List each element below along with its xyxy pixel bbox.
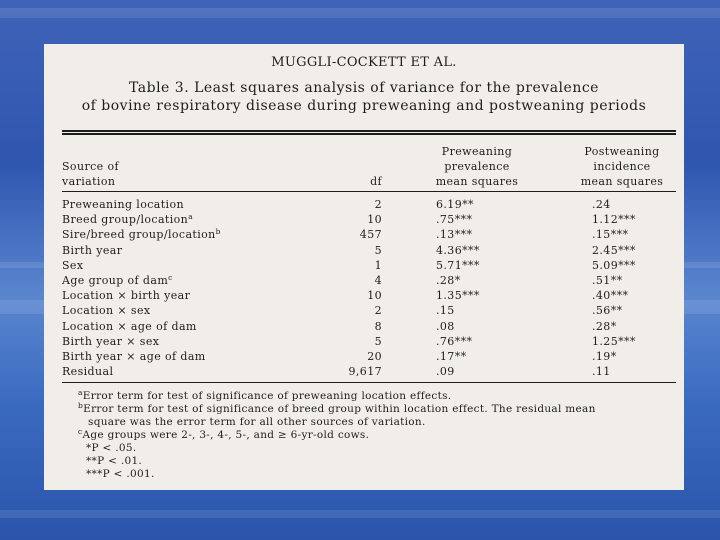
postweaning-cell: .28* [592,319,617,333]
preweaning-cell: .09 [436,365,455,379]
preweaning-cell: .75*** [436,213,473,227]
postweaning-cell: .51** [592,274,623,287]
source-cell: Residual [62,365,114,379]
footnote-c: $^c$Age groups were 2-, 3-, 4-, 5-, and ≥ 6-yr-old cows. [78,427,370,441]
table-row [44,258,684,273]
preweaning-cell: 4.36*** [436,243,480,257]
table-title-line-1: Table 3. Least squares analysis of variance for the prevalence [129,80,599,96]
df-cell: 5 [374,334,382,348]
footnote-marker: b [215,227,221,237]
table-title-line-2: of bovine respiratory disease during preweaning and postweaning periods [81,98,647,114]
table-row [44,243,684,258]
source-cell: Location × birth year [62,289,191,303]
table-row [44,227,684,242]
preweaning-cell: 5.71*** [436,258,480,272]
postweaning-cell: 1.12*** [592,213,636,227]
postweaning-cell: 5.09*** [592,258,636,272]
df-cell: 457 [359,228,382,242]
preweaning-cell: .08 [436,319,455,333]
footnote-b: $^b$Error term for test of significance of breed group within location effect. The residual mean [78,401,596,415]
source-cell: Sex [62,258,84,272]
footnote-marker: c [168,273,173,282]
preweaning-cell: .15 [436,304,455,318]
table-row [44,288,684,303]
header-source: Source of variation [62,160,119,189]
table-row [44,334,684,349]
table-row [44,212,684,227]
df-cell: 1 [374,258,382,272]
running-head: MUGGLI-COCKETT ET AL. [271,55,457,70]
background-streak [0,8,720,18]
source-cell: Birth year × age of dam [62,350,206,363]
background-streak [0,510,720,518]
postweaning-cell: .40*** [592,289,629,303]
header-postweaning: Postweaning incidence mean squares [580,145,664,189]
footnote-p05: *P < .05. [86,442,137,454]
table-row [44,273,684,288]
preweaning-cell: .17** [436,350,467,363]
postweaning-cell: .11 [592,365,611,379]
header-df: df [370,175,382,188]
source-cell: Location × age of dam [62,319,197,333]
postweaning-cell: 2.45*** [592,243,636,257]
footnote-marker: a [188,212,194,222]
df-cell: 10 [367,213,382,227]
footnote-a: $^a$Error term for test of significance of preweaning location effects. [78,388,452,402]
table-row [44,319,684,334]
source-cell: Birth year × sex [62,334,160,348]
source-cell: Birth year [62,243,123,257]
df-cell: 2 [374,198,382,211]
top-rule [62,133,676,135]
source-cell: Age group of dam$^c$ [62,273,173,287]
source-cell: Breed group/location$^a$ [62,212,194,227]
df-cell: 10 [367,289,382,303]
footnote-b-continued: square was the error term for all other sources of variation. [88,416,426,428]
preweaning-cell: .76*** [436,334,473,348]
bottom-rule [62,382,676,383]
table-row [44,364,684,379]
df-cell: 4 [374,274,382,287]
postweaning-cell: .19* [592,350,617,363]
df-cell: 2 [374,304,382,318]
table-row [44,349,684,364]
source-cell: Preweaning location [62,198,184,211]
postweaning-cell: .24 [592,198,611,211]
header-rule [62,191,676,192]
table-row [44,197,684,212]
header-preweaning: Preweaning prevalence mean squares [435,145,519,189]
df-cell: 5 [374,243,382,257]
df-cell: 9,617 [348,365,382,379]
top-rule [62,130,676,132]
source-cell: Sire/breed group/location$^b$ [62,227,221,242]
postweaning-cell: .56** [592,304,623,318]
document-page [44,44,684,490]
source-cell: Location × sex [62,304,151,318]
postweaning-cell: .15*** [592,228,629,242]
preweaning-cell: 1.35*** [436,289,480,303]
footnote-p001: ***P < .001. [86,468,155,480]
preweaning-cell: .28* [436,274,461,287]
footnotes [78,390,678,481]
postweaning-cell: 1.25*** [592,334,636,348]
df-cell: 20 [367,350,382,363]
footnote-p01: **P < .01. [86,455,143,467]
df-cell: 8 [374,319,382,333]
preweaning-cell: .13*** [436,228,473,242]
preweaning-cell: 6.19** [436,198,474,211]
table-row [44,303,684,318]
